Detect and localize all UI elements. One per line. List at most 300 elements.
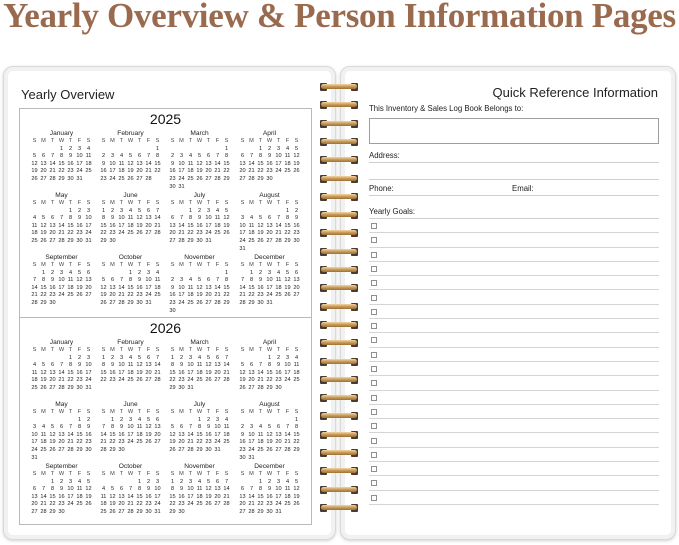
empty-day: [238, 146, 247, 154]
day-number: 6: [50, 215, 55, 222]
day-number: 17: [154, 493, 161, 500]
goal-row[interactable]: [369, 291, 659, 305]
goal-checkbox[interactable]: [371, 309, 377, 315]
day-number: 12: [136, 362, 143, 369]
weekday-header: S: [155, 200, 160, 206]
day-number: 5: [285, 269, 290, 276]
goal-row[interactable]: [369, 262, 659, 276]
wire-ring: [321, 413, 357, 418]
weekday-header: W: [58, 409, 65, 415]
goal-checkbox[interactable]: [371, 237, 377, 243]
day-number: 30: [85, 446, 92, 453]
goal-row[interactable]: [369, 376, 659, 390]
day-number: 4: [285, 145, 290, 152]
goal-checkbox[interactable]: [371, 323, 377, 329]
month-name: July: [193, 192, 206, 199]
day-number: 28: [49, 175, 56, 182]
day-grid: [99, 471, 162, 517]
month-name: August: [259, 192, 280, 199]
day-number: 21: [284, 439, 291, 446]
day-number: 26: [109, 508, 116, 515]
weekday-header: S: [86, 138, 91, 144]
day-number: 27: [293, 292, 300, 299]
day-number: 11: [257, 431, 264, 438]
weekday-header: T: [258, 347, 263, 353]
goal-checkbox[interactable]: [371, 452, 377, 458]
day-number: 1: [77, 416, 82, 423]
empty-day: [117, 270, 126, 278]
goal-row[interactable]: [369, 434, 659, 448]
day-number: 30: [76, 237, 83, 244]
day-number: 28: [145, 175, 152, 182]
day-number: 15: [76, 431, 83, 438]
day-number: 11: [248, 222, 255, 229]
empty-day: [283, 417, 292, 425]
day-number: 6: [50, 362, 55, 369]
day-number: 24: [58, 292, 65, 299]
day-number: 16: [257, 284, 264, 291]
empty-day: [247, 479, 256, 487]
spiral-coil: [316, 464, 362, 478]
day-number: 28: [154, 230, 161, 237]
weekday-header: T: [68, 409, 73, 415]
weekday-header: S: [240, 409, 245, 415]
belongs-to-field[interactable]: [369, 118, 659, 144]
day-number: 13: [85, 277, 92, 284]
spiral-coil: [316, 208, 362, 222]
day-number: 24: [145, 292, 152, 299]
day-number: 10: [248, 431, 255, 438]
month-calendar-august: [238, 400, 301, 462]
phone-email-line[interactable]: [369, 195, 659, 196]
day-number: 19: [257, 230, 264, 237]
day-number: 9: [86, 424, 91, 431]
day-number: 27: [169, 237, 176, 244]
day-number: 3: [285, 354, 290, 361]
weekday-header: F: [146, 138, 151, 144]
day-number: 27: [145, 230, 152, 237]
day-grid: [99, 262, 162, 308]
day-number: 15: [100, 369, 107, 376]
goal-row[interactable]: [369, 233, 659, 247]
day-number: 16: [169, 168, 176, 175]
day-number: 25: [31, 384, 38, 391]
day-number: 10: [275, 153, 282, 160]
day-number: 23: [169, 175, 176, 182]
day-number: 9: [179, 486, 184, 493]
day-number: 9: [240, 431, 245, 438]
weekday-header: S: [170, 347, 175, 353]
day-number: 11: [284, 153, 291, 160]
goal-row[interactable]: [369, 476, 659, 490]
day-number: 24: [187, 501, 194, 508]
goal-checkbox[interactable]: [371, 295, 377, 301]
month-calendar-april: [238, 338, 301, 393]
empty-day: [66, 417, 75, 425]
day-number: 19: [136, 222, 143, 229]
day-number: 23: [196, 230, 203, 237]
day-number: 10: [178, 160, 185, 167]
day-number: 25: [85, 168, 92, 175]
day-number: 30: [275, 384, 282, 391]
day-number: 14: [40, 493, 47, 500]
day-number: 6: [137, 153, 142, 160]
empty-day: [238, 270, 247, 278]
day-grid: [238, 409, 301, 462]
day-number: 16: [109, 369, 116, 376]
wire-ring: [321, 450, 357, 455]
day-number: 28: [187, 446, 194, 453]
day-number: 28: [40, 508, 47, 515]
weekday-header: M: [179, 471, 184, 477]
day-number: 17: [85, 369, 92, 376]
day-number: 12: [293, 486, 300, 493]
day-number: 16: [178, 369, 185, 376]
address-line[interactable]: [369, 162, 659, 163]
day-number: 1: [285, 207, 290, 214]
goal-row[interactable]: [369, 305, 659, 319]
weekday-header: M: [110, 471, 115, 477]
day-number: 17: [76, 160, 83, 167]
day-number: 25: [136, 439, 143, 446]
day-number: 25: [67, 292, 74, 299]
day-number: 29: [266, 384, 273, 391]
day-number: 13: [205, 160, 212, 167]
day-number: 2: [258, 269, 263, 276]
day-number: 27: [275, 446, 282, 453]
day-number: 10: [31, 431, 38, 438]
day-number: 8: [101, 215, 106, 222]
day-number: 19: [40, 377, 47, 384]
day-number: 15: [248, 284, 255, 291]
month-name: July: [193, 401, 206, 408]
goal-checkbox[interactable]: [371, 280, 377, 286]
day-number: 9: [179, 362, 184, 369]
day-number: 21: [127, 501, 134, 508]
day-number: 30: [266, 508, 273, 515]
weekday-header: F: [285, 200, 290, 206]
weekday-header: W: [127, 200, 134, 206]
day-number: 9: [68, 153, 73, 160]
month-calendar-august: [238, 191, 301, 253]
day-number: 22: [58, 168, 65, 175]
goal-checkbox[interactable]: [371, 266, 377, 272]
goal-checkbox[interactable]: [371, 466, 377, 472]
day-number: 4: [128, 354, 133, 361]
day-number: 18: [223, 431, 230, 438]
day-number: 3: [267, 269, 272, 276]
day-number: 31: [187, 384, 194, 391]
goal-row[interactable]: [369, 348, 659, 362]
day-number: 17: [118, 222, 125, 229]
goal-row[interactable]: [369, 248, 659, 262]
day-number: 27: [136, 175, 143, 182]
goal-checkbox[interactable]: [371, 423, 377, 429]
spiral-binding: [316, 80, 362, 530]
day-number: 8: [137, 486, 142, 493]
day-number: 3: [110, 153, 115, 160]
day-number: 7: [224, 478, 229, 485]
day-number: 7: [119, 277, 124, 284]
day-number: 7: [146, 153, 151, 160]
email-label: Email:: [512, 184, 534, 193]
wire-ring: [321, 139, 357, 144]
weekday-header: S: [224, 409, 229, 415]
goal-checkbox[interactable]: [371, 480, 377, 486]
day-grid: [238, 471, 301, 517]
day-number: 14: [49, 160, 56, 167]
day-number: 21: [257, 377, 264, 384]
spiral-coil: [316, 318, 362, 332]
day-number: 16: [58, 493, 65, 500]
day-number: 6: [249, 362, 254, 369]
day-number: 3: [249, 424, 254, 431]
day-number: 11: [76, 486, 83, 493]
day-number: 27: [58, 446, 65, 453]
goal-checkbox[interactable]: [371, 223, 377, 229]
day-number: 10: [178, 284, 185, 291]
day-number: 17: [284, 369, 291, 376]
goal-row[interactable]: [369, 276, 659, 290]
day-number: 4: [197, 478, 202, 485]
empty-day: [99, 479, 108, 487]
goal-checkbox[interactable]: [371, 409, 377, 415]
weekday-header: M: [110, 138, 115, 144]
day-number: 24: [284, 377, 291, 384]
day-number: 8: [170, 362, 175, 369]
day-number: 7: [215, 153, 220, 160]
goal-checkbox[interactable]: [371, 438, 377, 444]
weekday-header: F: [285, 409, 290, 415]
goal-row[interactable]: [369, 333, 659, 347]
goal-row[interactable]: [369, 319, 659, 333]
day-number: 27: [154, 439, 161, 446]
weekday-header: M: [110, 262, 115, 268]
day-number: 29: [187, 237, 194, 244]
empty-day: [247, 146, 256, 154]
day-grid: [168, 200, 231, 246]
weekday-header: S: [86, 262, 91, 268]
day-number: 8: [267, 362, 272, 369]
goal-checkbox[interactable]: [371, 495, 377, 501]
day-number: 8: [249, 277, 254, 284]
day-number: 26: [205, 501, 212, 508]
day-number: 1: [170, 478, 175, 485]
day-number: 11: [127, 362, 134, 369]
goal-checkbox[interactable]: [371, 366, 377, 372]
day-number: 3: [77, 145, 82, 152]
goal-row[interactable]: [369, 448, 659, 462]
day-number: 19: [40, 230, 47, 237]
day-number: 17: [187, 369, 194, 376]
address-line[interactable]: [369, 179, 659, 180]
day-number: 17: [58, 284, 65, 291]
day-number: 18: [284, 160, 291, 167]
weekday-header: T: [276, 138, 281, 144]
day-number: 14: [248, 160, 255, 167]
weekday-header: T: [119, 200, 124, 206]
weekday-header: W: [58, 262, 65, 268]
day-number: 13: [136, 160, 143, 167]
day-number: 25: [248, 237, 255, 244]
day-number: 28: [100, 446, 107, 453]
day-number: 5: [206, 478, 211, 485]
day-number: 6: [110, 277, 115, 284]
month-calendar-march: [168, 338, 231, 393]
month-calendar-september: [30, 253, 93, 308]
day-number: 2: [294, 207, 299, 214]
day-number: 13: [40, 160, 47, 167]
day-number: 5: [137, 354, 142, 361]
weekday-header: S: [86, 200, 91, 206]
weekday-header: S: [240, 471, 245, 477]
weekday-header: T: [206, 262, 211, 268]
weekday-header: T: [206, 200, 211, 206]
day-number: 31: [31, 454, 38, 461]
day-number: 26: [284, 292, 291, 299]
day-number: 24: [275, 168, 282, 175]
empty-day: [30, 355, 39, 363]
wire-ring: [321, 505, 357, 510]
day-number: 22: [293, 439, 300, 446]
day-grid: [30, 347, 93, 393]
goal-row[interactable]: [369, 491, 659, 505]
day-number: 11: [187, 160, 194, 167]
day-number: 27: [31, 508, 38, 515]
day-number: 17: [118, 369, 125, 376]
day-number: 29: [169, 508, 176, 515]
day-number: 22: [257, 168, 264, 175]
goal-checkbox[interactable]: [371, 252, 377, 258]
day-number: 5: [197, 153, 202, 160]
day-number: 14: [223, 486, 230, 493]
weekday-header: T: [137, 409, 142, 415]
day-number: 25: [100, 508, 107, 515]
day-number: 2: [110, 207, 115, 214]
day-number: 26: [293, 501, 300, 508]
day-number: 27: [49, 384, 56, 391]
weekday-header: M: [110, 200, 115, 206]
empty-day: [135, 146, 144, 154]
day-number: 20: [214, 369, 221, 376]
day-number: 22: [136, 501, 143, 508]
day-number: 29: [109, 446, 116, 453]
day-number: 29: [293, 446, 300, 453]
day-number: 30: [145, 508, 152, 515]
goal-row[interactable]: [369, 219, 659, 233]
product-headline: Yearly Overview & Person Information Pages: [3, 0, 676, 35]
day-number: 22: [284, 230, 291, 237]
spiral-coil: [316, 336, 362, 350]
day-number: 23: [178, 377, 185, 384]
goal-checkbox[interactable]: [371, 337, 377, 343]
spiral-coil: [316, 226, 362, 240]
goal-row[interactable]: [369, 391, 659, 405]
day-number: 20: [145, 222, 152, 229]
day-number: 30: [67, 175, 74, 182]
weekday-header: M: [249, 409, 254, 415]
day-number: 16: [76, 222, 83, 229]
goal-checkbox[interactable]: [371, 352, 377, 358]
empty-day: [213, 270, 222, 278]
day-number: 6: [146, 354, 151, 361]
day-number: 25: [154, 292, 161, 299]
goal-row[interactable]: [369, 419, 659, 433]
goal-row[interactable]: [369, 462, 659, 476]
goal-checkbox[interactable]: [371, 395, 377, 401]
empty-day: [256, 208, 265, 216]
day-number: 2: [68, 145, 73, 152]
empty-day: [30, 270, 39, 278]
goal-row[interactable]: [369, 405, 659, 419]
day-number: 13: [58, 431, 65, 438]
day-number: 15: [136, 493, 143, 500]
day-number: 26: [196, 299, 203, 306]
year-title: 2026: [149, 320, 182, 336]
day-number: 3: [68, 478, 73, 485]
day-number: 1: [68, 207, 73, 214]
day-number: 21: [40, 501, 47, 508]
day-grid: [168, 347, 231, 393]
goal-row[interactable]: [369, 362, 659, 376]
goal-checkbox[interactable]: [371, 380, 377, 386]
weekday-header: S: [86, 471, 91, 477]
day-number: 13: [118, 493, 125, 500]
day-number: 23: [257, 292, 264, 299]
day-number: 31: [178, 183, 185, 190]
month-name: December: [254, 463, 285, 470]
day-number: 27: [118, 508, 125, 515]
wire-ring: [321, 84, 357, 89]
wire-ring: [321, 121, 357, 126]
day-number: 17: [127, 431, 134, 438]
day-number: 4: [41, 424, 46, 431]
month-calendar-may: [30, 191, 93, 246]
day-number: 17: [31, 439, 38, 446]
day-number: 7: [258, 362, 263, 369]
weekday-header: S: [170, 200, 175, 206]
wire-ring: [321, 267, 357, 272]
day-number: 14: [154, 215, 161, 222]
weekday-header: T: [68, 347, 73, 353]
day-number: 7: [179, 215, 184, 222]
day-number: 2: [170, 153, 175, 160]
day-number: 9: [110, 362, 115, 369]
empty-day: [177, 146, 186, 154]
weekday-header: T: [50, 200, 55, 206]
day-number: 26: [100, 299, 107, 306]
weekday-header: S: [101, 138, 106, 144]
spiral-coil: [316, 80, 362, 94]
day-number: 20: [266, 230, 273, 237]
weekday-header: T: [68, 200, 73, 206]
wire-ring: [321, 157, 357, 162]
day-number: 19: [109, 501, 116, 508]
weekday-header: T: [137, 347, 142, 353]
day-number: 5: [110, 486, 115, 493]
day-number: 15: [169, 493, 176, 500]
spiral-coil: [316, 391, 362, 405]
weekday-header: F: [77, 262, 82, 268]
day-number: 2: [110, 354, 115, 361]
day-number: 3: [86, 354, 91, 361]
day-number: 1: [170, 354, 175, 361]
spiral-coil: [316, 98, 362, 112]
weekday-header: T: [206, 409, 211, 415]
month-calendar-october: [99, 253, 162, 308]
day-number: 3: [146, 269, 151, 276]
day-number: 22: [248, 292, 255, 299]
